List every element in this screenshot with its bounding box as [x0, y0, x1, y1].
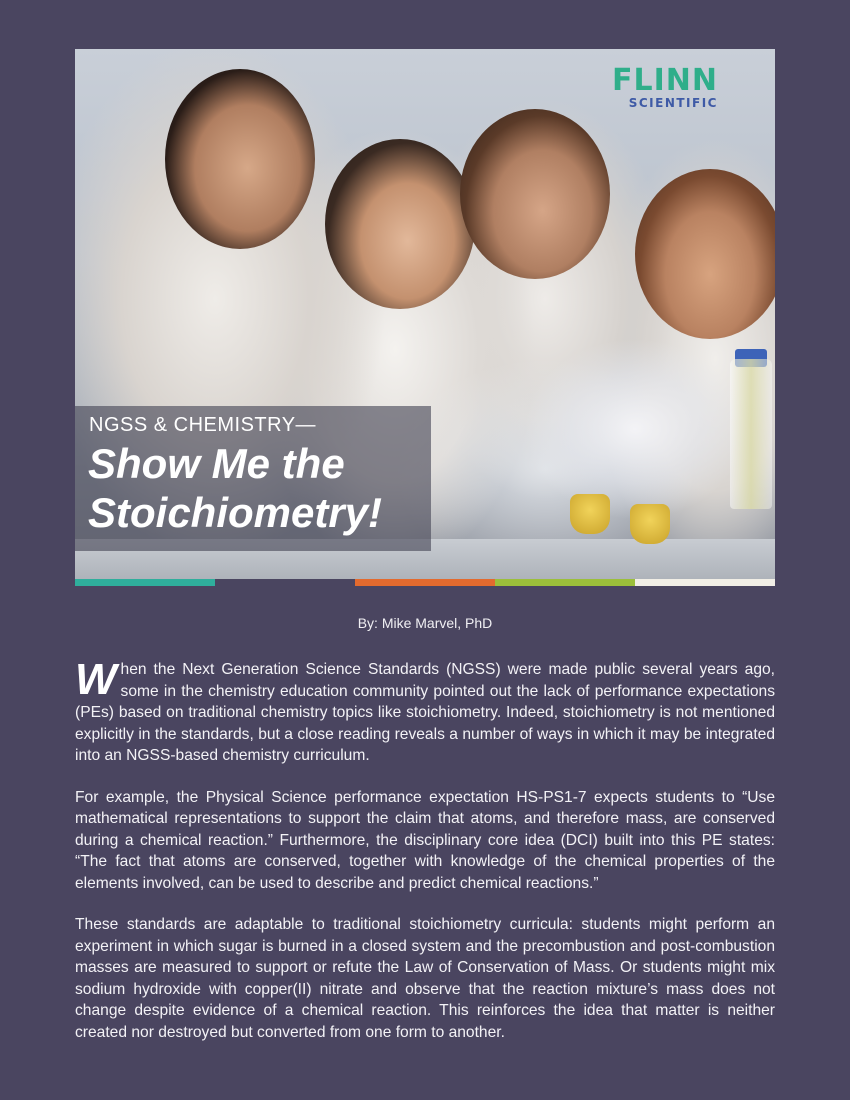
logo-line2: SCIENTIFIC — [628, 96, 718, 110]
test-tube-brush — [630, 504, 670, 544]
paragraph: For example, the Physical Science performance expectation HS-PS1-7 expects students to “Use mathematical representations to support the claim that atoms, and therefore mass, are conserved during a chemical reaction.” Furthermore, the disciplinary core idea (DCI) built into this PE states: “The fact that atoms are conserved, together with knowledge of the chemical properties of the elements involved, can be used to describe and predict chemical reactions.” — [75, 788, 775, 892]
stripe-segment — [215, 579, 355, 586]
color-stripe-bar — [75, 579, 775, 586]
stripe-segment — [355, 579, 495, 586]
lab-bottle — [730, 359, 772, 509]
flinn-logo — [612, 63, 718, 110]
person-figure — [325, 139, 475, 309]
section-kicker: NGSS & CHEMISTRY— — [89, 414, 317, 436]
test-tube-brush — [570, 494, 610, 534]
logo-line1: FLINN — [612, 63, 718, 98]
person-figure — [165, 69, 315, 249]
person-figure — [460, 109, 610, 279]
paragraph — [75, 655, 775, 767]
headline-line1: Show Me the — [88, 440, 345, 487]
byline: By: Mike Marvel, PhD — [357, 615, 493, 631]
paragraph-text: hen the Next Generation Science Standards (NGSS) were made public several years ago, some in the chemistry education community pointed out the lack of performance expectations (PEs) based on traditional chemistry topics like stoichiometry. Indeed, stoichiometry is not mentioned explicitly in the standards, but a close reading reveals a number of ways in which it may be integrated into an NGSS-based chemistry curriculum. — [75, 661, 775, 764]
drop-cap: W — [75, 655, 117, 704]
article-body — [75, 655, 775, 1063]
article-headline — [88, 439, 382, 537]
person-figure — [635, 169, 775, 339]
headline-line2: Stoichiometry! — [88, 489, 383, 536]
stripe-segment — [635, 579, 775, 586]
title-box — [75, 406, 431, 551]
paragraph: These standards are adaptable to traditional stoichiometry curricula: students might perform an experiment in which sugar is burned in a closed system and the precombustion and post-combustion masses are measured to support or refute the Law of Conservation of Mass. Or students might mix sodium hydroxide with copper(II) nitrate and observe that the reaction mixture’s mass does not change despite evidence of a chemical reaction. This reinforces the idea that matter is neither created nor destroyed but converted from one form to another. — [75, 916, 775, 1041]
hero-photo — [75, 49, 775, 579]
stripe-segment — [75, 579, 215, 586]
stripe-segment — [495, 579, 635, 586]
